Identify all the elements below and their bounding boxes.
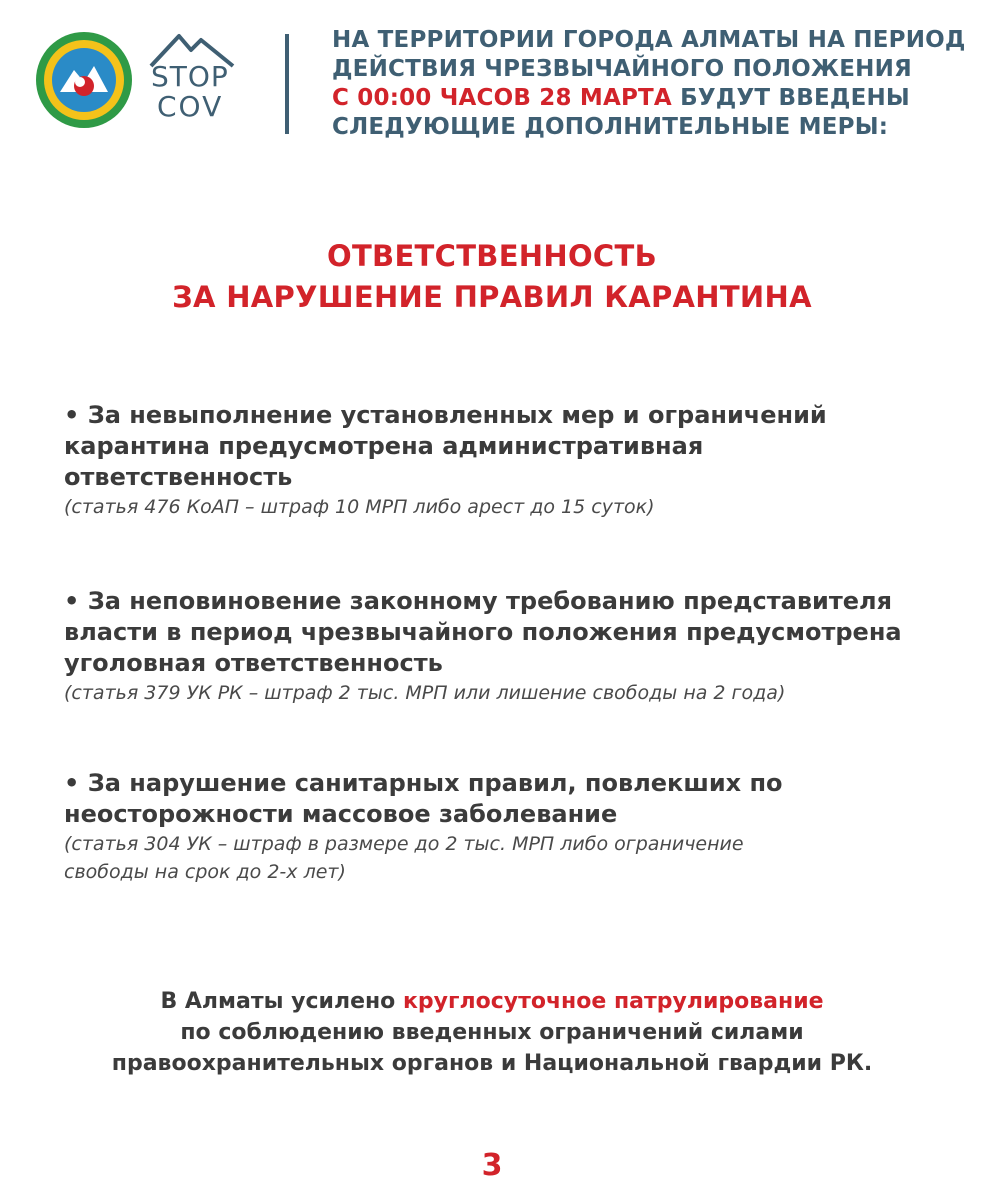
item-line: власти в период чрезвычайного положения предусмотрена [64,618,902,646]
item-note-line: (статья 304 УК – штраф в размере до 2 тыс. МРП либо ограничение [64,833,744,855]
almaty-emblem-icon [34,30,134,130]
header-line-3 [332,84,972,113]
page-number: 3 [481,1148,503,1183]
header-text [332,26,972,142]
item-line: ответственность [64,463,293,491]
list-item [64,586,964,707]
item-line: • За невыполнение установленных мер и ограничений [64,401,827,429]
logo-cov-text: COV [157,90,224,123]
stopcov-logo [145,30,245,130]
list-item [64,400,964,521]
item-note-line: (статья 476 КоАП – штраф 10 МРП либо арест до 15 суток) [64,496,655,518]
header-line-2: ДЕЙСТВИЯ ЧРЕЗВЫЧАЙНОГО ПОЛОЖЕНИЯ [332,56,912,82]
header-date-highlight: С 00:00 ЧАСОВ 28 МАРТА [332,85,672,111]
item-note [64,679,964,707]
item-line: карантина предусмотрена административная [64,432,704,460]
item-note [64,830,964,886]
title-line-2: ЗА НАРУШЕНИЕ ПРАВИЛ КАРАНТИНА [172,280,812,314]
header [0,0,984,160]
item-text [64,768,964,830]
footer-line-3: правоохранительных органов и Национальной гвардии РК. [111,1051,873,1076]
header-divider [285,34,289,134]
item-line: уголовная ответственность [64,649,443,677]
footer-highlight: круглосуточное патрулирование [402,989,824,1014]
item-line: • За неповиновение законному требованию представителя [64,587,892,615]
item-line: • За нарушение санитарных правил, повлекших по [64,769,783,797]
title-line-1: ОТВЕТСТВЕННОСТЬ [327,239,657,273]
footer-line-1 [0,986,984,1017]
footer-statement [0,986,984,1079]
item-note-line: свободы на срок до 2-х лет) [64,861,346,883]
item-note-line: (статья 379 УК РК – штраф 2 тыс. МРП или лишение свободы на 2 года) [64,682,786,704]
footer-line-1-start: В Алматы усилено [160,989,403,1014]
logo-stop-text: STOP [151,60,229,93]
page-title [0,236,984,318]
header-line-4: СЛЕДУЮЩИЕ ДОПОЛНИТЕЛЬНЫЕ МЕРЫ: [332,114,889,140]
footer-line-2: по соблюдению введенных ограничений силами [180,1020,804,1045]
item-text [64,400,964,493]
header-line-1: НА ТЕРРИТОРИИ ГОРОДА АЛМАТЫ НА ПЕРИОД [332,27,966,53]
item-line: неосторожности массовое заболевание [64,800,618,828]
list-item [64,768,964,886]
item-note [64,493,964,521]
item-text [64,586,964,679]
header-line-3-rest: БУДУТ ВВЕДЕНЫ [671,85,910,111]
